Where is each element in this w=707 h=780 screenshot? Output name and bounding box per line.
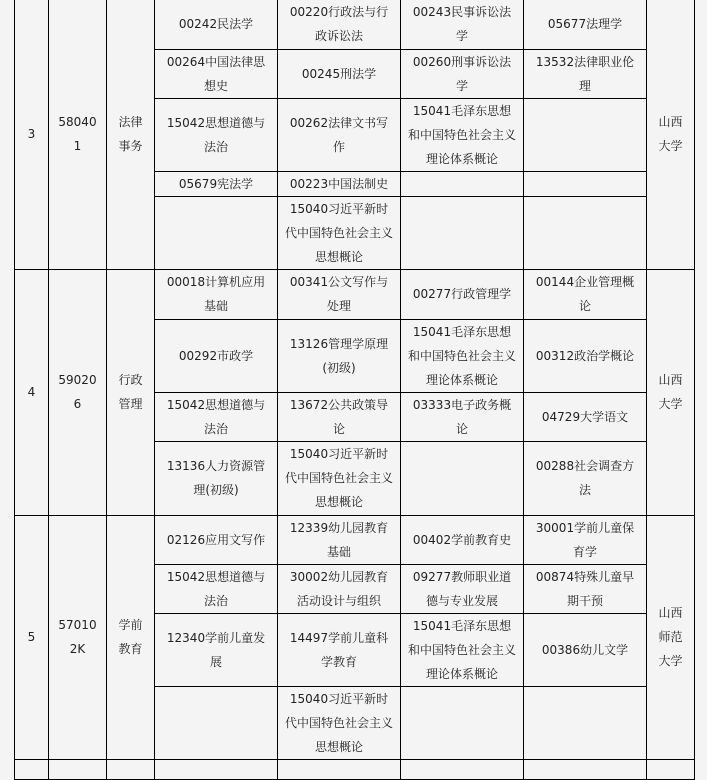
course-cell: 12339幼儿园教育基础 [278,515,401,564]
course-cell: 00223中国法制史 [278,171,401,196]
course-cell: 00277行政管理学 [401,269,524,319]
course-cell: 13672公共政策导论 [278,392,401,441]
school-name: 山西大学 [647,269,695,515]
course-cell [524,98,647,171]
course-cell: 00341公文写作与处理 [278,269,401,319]
course-cell: 00018计算机应用基础 [155,269,278,319]
course-cell [155,196,278,269]
course-cell: 13532法律职业伦理 [524,49,647,98]
course-cell: 09277教师职业道德与专业发展 [401,564,524,613]
school-name: 山西师范大学 [647,515,695,759]
row-index: 4 [15,269,49,515]
course-cell: 00144企业管理概论 [524,269,647,319]
course-cell: 00245刑法学 [278,49,401,98]
course-cell: 00260刑事诉讼法学 [401,49,524,98]
course-cell: 00312政治学概论 [524,319,647,392]
course-cell: 02126应用文写作 [155,515,278,564]
course-cell: 04729大学语文 [524,392,647,441]
course-cell [155,686,278,759]
exam-course-table [14,0,695,780]
course-cell: 00386幼儿文学 [524,613,647,686]
course-cell [401,171,524,196]
course-cell: 30001学前儿童保育学 [524,515,647,564]
course-cell: 00402学前教育史 [401,515,524,564]
course-cell: 05677法理学 [524,0,647,49]
course-cell [524,171,647,196]
course-cell [401,196,524,269]
table-row [15,0,695,49]
course-cell: 15040习近平新时代中国特色社会主义思想概论 [278,686,401,759]
course-cell: 00220行政法与行政诉讼法 [278,0,401,49]
course-cell: 13126管理学原理(初级) [278,319,401,392]
course-cell: 13136人力资源管理(初级) [155,441,278,515]
course-cell: 00262法律文书写作 [278,98,401,171]
course-cell: 15041毛泽东思想和中国特色社会主义理论体系概论 [401,319,524,392]
major-code: 570102K [49,515,107,759]
course-cell: 00292市政学 [155,319,278,392]
major-code: 590206 [49,269,107,515]
school-name: 山西大学 [647,0,695,269]
course-cell: 00243民事诉讼法学 [401,0,524,49]
course-cell [524,686,647,759]
course-cell [401,686,524,759]
course-cell [401,441,524,515]
table-row-next [15,759,695,779]
table-row [15,269,695,319]
course-cell: 00288社会调查方法 [524,441,647,515]
row-index: 3 [15,0,49,269]
major-name: 行政管理 [107,269,155,515]
major-name: 学前教育 [107,515,155,759]
course-cell: 12340学前儿童发展 [155,613,278,686]
course-cell: 03333电子政务概论 [401,392,524,441]
major-name: 法律事务 [107,0,155,269]
course-cell: 15042思想道德与法治 [155,392,278,441]
course-cell: 15040习近平新时代中国特色社会主义思想概论 [278,196,401,269]
course-cell: 15040习近平新时代中国特色社会主义思想概论 [278,441,401,515]
table-row [15,515,695,564]
course-cell: 00874特殊儿童早期干预 [524,564,647,613]
course-cell: 15041毛泽东思想和中国特色社会主义理论体系概论 [401,98,524,171]
course-cell [524,196,647,269]
course-cell: 05679宪法学 [155,171,278,196]
course-cell: 15042思想道德与法治 [155,98,278,171]
course-cell: 15041毛泽东思想和中国特色社会主义理论体系概论 [401,613,524,686]
course-cell: 14497学前儿童科学教育 [278,613,401,686]
course-cell: 15042思想道德与法治 [155,564,278,613]
row-index: 5 [15,515,49,759]
course-cell: 30002幼儿园教育活动设计与组织 [278,564,401,613]
course-cell: 00264中国法律思想史 [155,49,278,98]
major-code: 580401 [49,0,107,269]
course-cell: 00242民法学 [155,0,278,49]
